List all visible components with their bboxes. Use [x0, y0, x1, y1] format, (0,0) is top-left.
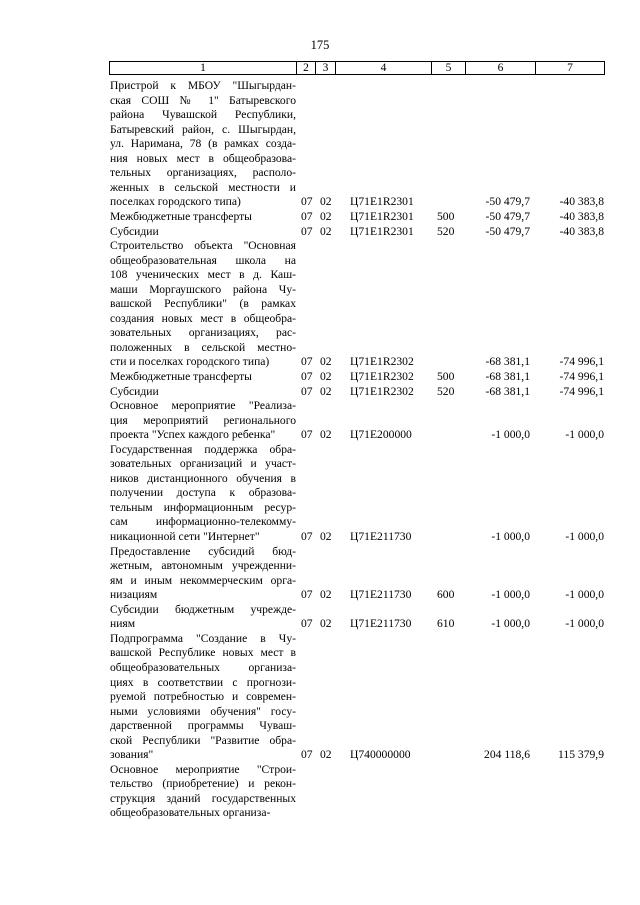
subsection-code: 02 — [320, 370, 332, 383]
row-name-line: низациям — [110, 588, 158, 602]
row-name-line: Межбюджетные трансферты — [110, 370, 252, 383]
amount-year-1: -1 000,0 — [491, 428, 530, 442]
row-name-line: тельных организациях, располо- — [110, 166, 296, 180]
amount-year-2: -40 383,8 — [559, 224, 604, 238]
subsection-code: 02 — [320, 224, 332, 238]
row-name — [110, 545, 296, 603]
row-name-line: ская СОШ № 1" Батыревского — [110, 93, 296, 107]
header-col-3: 3 — [316, 62, 336, 74]
expense-type-code: 610 — [437, 617, 455, 631]
amount-year-1: -68 381,1 — [485, 384, 530, 398]
subsection-code: 02 — [320, 355, 332, 369]
amount-year-1: -50 479,7 — [485, 209, 530, 223]
expense-type-code: 500 — [437, 370, 455, 383]
amount-year-1: -1 000,0 — [491, 530, 530, 544]
header-col-7: 7 — [567, 62, 573, 74]
row-name-line: женных в сельской местности и — [110, 180, 296, 194]
target-article-code: Ц71Е1R2301 — [350, 209, 414, 223]
row-name-line: общеобразовательных организа- — [110, 806, 271, 820]
row-name — [110, 79, 296, 210]
row-name-line: руемой потребностью и современ- — [110, 690, 296, 704]
row-name-line: Субсидии — [110, 384, 159, 398]
row-name-line: ников дистанционного обучения в — [110, 471, 296, 485]
section-code: 07 — [301, 224, 313, 238]
row-name-line: маши Моргаушского района Чу- — [110, 282, 296, 296]
subsection-code: 02 — [320, 209, 332, 223]
target-article-code: Ц740000000 — [350, 748, 411, 762]
row-name-line: Батыревский район, с. Шыгырдан, — [110, 122, 296, 136]
section-code: 07 — [301, 355, 313, 369]
target-article-code: Ц71Е1R2301 — [350, 224, 414, 238]
row-name-line: создания новых мест в общеобра- — [110, 311, 296, 325]
row-name-line: тельство (приобретение) и рекон- — [110, 777, 296, 791]
target-article-code: Ц71Е211730 — [350, 617, 412, 631]
row-name-line: струкция зданий государственных — [110, 791, 296, 805]
row-name-line: циях в соответствии с прогнози- — [110, 675, 296, 689]
row-name-line: жетным, автономным учрежденни- — [110, 559, 296, 573]
section-code: 07 — [301, 195, 313, 209]
row-name-line: ул. Наримана, 78 (в рамках созда- — [110, 137, 296, 151]
subsection-code: 02 — [320, 617, 332, 631]
row-name-line: вашской Республики" (в рамках — [110, 297, 296, 311]
header-col-4: 4 — [336, 62, 432, 74]
amount-year-1: -68 381,1 — [485, 355, 530, 369]
row-name — [110, 763, 296, 821]
section-code: 07 — [301, 384, 313, 398]
amount-year-2: -74 996,1 — [559, 355, 604, 369]
row-name — [110, 385, 296, 400]
amount-year-2: -1 000,0 — [565, 617, 604, 631]
row-name-line: тельным информационным ресур- — [110, 500, 296, 514]
row-name — [110, 399, 296, 443]
row-name — [110, 210, 296, 225]
row-name-line: поселках городского типа) — [110, 195, 241, 209]
subsection-code: 02 — [320, 748, 332, 762]
amount-year-1: -68 381,1 — [485, 370, 530, 383]
row-name-line: сам информационно-телекомму- — [110, 515, 296, 529]
header-col-2: 2 — [297, 62, 316, 74]
section-code: 07 — [301, 617, 313, 631]
row-name-line: никационной сети "Интернет" — [110, 530, 260, 544]
amount-year-2: -40 383,8 — [559, 195, 604, 209]
row-name-line: проекта "Успех каждого ребенка" — [110, 428, 276, 442]
row-name-line: ния новых мест в общеобразова- — [110, 151, 296, 165]
row-name-line: зовательных организаций и участ- — [110, 457, 296, 471]
header-col-5: 5 — [432, 62, 466, 74]
row-name — [110, 632, 296, 763]
row-name-line: ниям — [110, 617, 136, 631]
expense-type-code: 520 — [437, 384, 455, 398]
row-name-line: ской Республики "Развитие обра- — [110, 733, 296, 747]
section-code: 07 — [301, 370, 313, 383]
section-code: 07 — [301, 530, 313, 544]
target-article-code: Ц71Е1R2302 — [350, 355, 414, 369]
amount-year-2: -74 996,1 — [559, 384, 604, 398]
amount-year-2: -1 000,0 — [565, 530, 604, 544]
amount-year-2: -40 383,8 — [559, 209, 604, 223]
row-name-line: Основное мероприятие "Строи- — [110, 762, 296, 776]
section-code: 07 — [301, 209, 313, 223]
expense-type-code: 520 — [437, 224, 455, 238]
target-article-code: Ц71Е211730 — [350, 588, 412, 602]
subsection-code: 02 — [320, 588, 332, 602]
row-name-line: Основное мероприятие "Реализа- — [110, 399, 296, 413]
header-col-6: 6 — [466, 62, 536, 74]
row-name-line: зования" — [110, 748, 154, 762]
amount-year-1: 204 118,6 — [484, 748, 530, 762]
row-name-line: Государственная поддержка обра- — [110, 442, 296, 456]
row-name-line: Пристрой к МБОУ "Шыгырдан- — [110, 79, 296, 92]
subsection-code: 02 — [320, 384, 332, 398]
row-name-line: зовательных организациях, рас- — [110, 326, 296, 340]
subsection-code: 02 — [320, 195, 332, 209]
row-name — [110, 239, 296, 370]
row-name-line: 108 ученических мест в д. Каш- — [110, 268, 296, 282]
section-code: 07 — [301, 748, 313, 762]
expense-type-code: 600 — [437, 588, 455, 602]
row-name-line: сти и поселках городского типа) — [110, 355, 270, 369]
target-article-code: Ц71Е211730 — [350, 530, 412, 544]
amount-year-2: -1 000,0 — [565, 428, 604, 442]
amount-year-1: -50 479,7 — [485, 224, 530, 238]
section-code: 07 — [301, 428, 313, 442]
row-name-line: ям и иным некоммерческим орга- — [110, 573, 296, 587]
target-article-code: Ц71Е200000 — [350, 428, 412, 442]
amount-year-1: -1 000,0 — [491, 617, 530, 631]
target-article-code: Ц71Е1R2302 — [350, 384, 414, 398]
row-name-line: Подпрограмма "Создание в Чу- — [110, 631, 296, 645]
row-name-line: вашской Республике новых мест в — [110, 646, 296, 660]
row-name-line: ция мероприятий регионального — [110, 413, 296, 427]
row-name-line: общеобразовательная школа на — [110, 253, 296, 267]
row-name — [110, 225, 296, 240]
row-name-line: Предоставление субсидий бюд- — [110, 544, 296, 558]
amount-year-1: -1 000,0 — [491, 588, 530, 602]
row-name — [110, 443, 296, 545]
amount-year-2: 115 379,9 — [558, 748, 604, 762]
row-name-line: района Чувашской Республики, — [110, 108, 296, 122]
amount-year-2: -74 996,1 — [559, 370, 604, 383]
subsection-code: 02 — [320, 428, 332, 442]
row-name-line: Строительство объекта "Основная — [110, 239, 296, 253]
row-name-line: получении доступа к образова- — [110, 486, 296, 500]
row-name-line: положенных в сельской местно- — [110, 340, 296, 354]
subsection-code: 02 — [320, 530, 332, 544]
row-name — [110, 370, 296, 385]
section-code: 07 — [301, 588, 313, 602]
row-name-line: Субсидии — [110, 224, 159, 238]
amount-year-1: -50 479,7 — [485, 195, 530, 209]
target-article-code: Ц71Е1R2302 — [350, 370, 414, 383]
page-number: 175 — [310, 38, 330, 52]
row-name-line: Субсидии бюджетным учрежде- — [110, 602, 296, 616]
expense-type-code: 500 — [437, 209, 455, 223]
target-article-code: Ц71Е1R2301 — [350, 195, 414, 209]
row-name-line: ными условиями обучения" госу- — [110, 704, 296, 718]
row-name-line: общеобразовательных организа- — [110, 660, 296, 674]
amount-year-2: -1 000,0 — [565, 588, 604, 602]
row-name-line: Межбюджетные трансферты — [110, 209, 252, 223]
table-header — [109, 61, 605, 75]
row-name-line: дарственной программы Чуваш- — [110, 719, 296, 733]
row-name — [110, 603, 296, 632]
header-col-1: 1 — [110, 62, 297, 74]
